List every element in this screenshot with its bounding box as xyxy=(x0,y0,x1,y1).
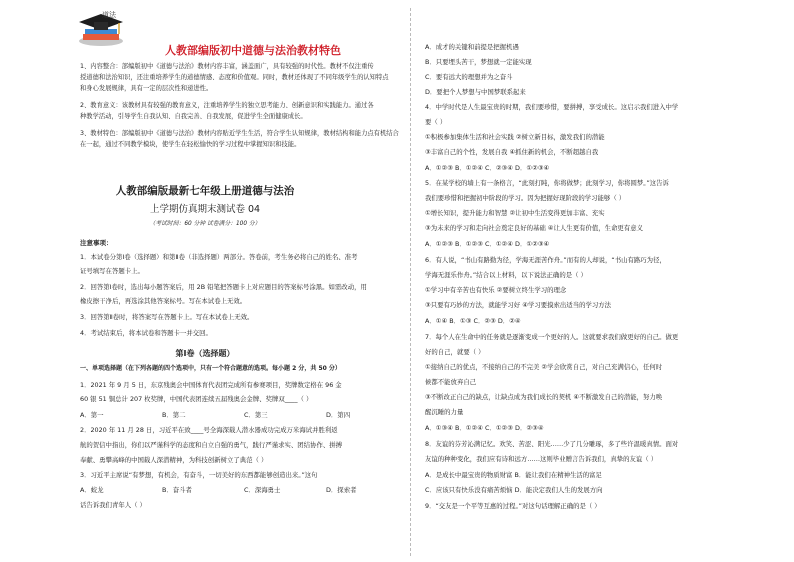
question-line: 醒沉睡的力量 xyxy=(425,408,464,416)
q2-options xyxy=(80,485,408,495)
question-line: A．是成长中最宝贵的物质财富 B．能让我们在精神生活的富足 xyxy=(425,471,602,479)
question-line: 学海无涯乐作舟。”结合以上材料，以下说法正确的是（ ） xyxy=(425,271,587,279)
question-line: ③只要有巧妙的方法，就能学习好 ④学习要摸索出适当的学习方法 xyxy=(425,301,612,309)
question-line: ①增长知识，提升能力和智慧 ②让初中生活变得更加丰富、充实 xyxy=(425,209,605,217)
question-line: 我们要珍惜和把握初中阶段的学习。因为把握好现阶段的学习能够（ ） xyxy=(425,194,626,202)
question-line: A．①②③ B．①②③ C．①②④ D．①②③④ xyxy=(425,240,550,248)
note-line: 1．本试卷分第Ⅰ卷（选择题）和第Ⅱ卷（非选择题）两部分。答卷前，考生务必将自己的姓名、准考 xyxy=(80,253,358,261)
exam-meta: （考试时间：60 分钟 试卷满分：100 分） xyxy=(149,221,261,227)
option: A．蛟龙 xyxy=(80,486,104,494)
question-line: 7．每个人在生命中的任务就是逐渐变成一个更好的人。这就要求我们做更好的自己。做更 xyxy=(425,333,679,341)
question-line: D．要把个人梦想与中国梦联系起来 xyxy=(425,88,526,96)
question-line: 候都不能放弃自己 xyxy=(425,378,477,386)
question-line: 3．习近平主席说“有梦想，有机会，有奋斗，一切美好的东西都能够创造出来。”这句 xyxy=(80,471,318,479)
feature-line: 2、教育意义：该教材具有较强的教育意义，注重培养学生的独立思考能力、创新意识和实践能力。通过各 xyxy=(80,102,374,109)
question-line: 8．友谊的芬芳沁满记忆。欢笑、苦涩、阳光……少了几分雕琢，多了些许温暖真情。面对 xyxy=(425,440,679,448)
note-line: 橡皮擦干净后，再选涂其他答案标号。写在本试卷上无效。 xyxy=(80,297,247,305)
exam-title: 人教部编版最新七年级上册道德与法治 xyxy=(115,185,295,197)
feature-line: 种教学活动，引导学生自我认知、自我完善、自我发展，促进学生全面健康成长。 xyxy=(80,113,307,120)
section-title: 第Ⅰ卷（选择题） xyxy=(175,349,235,358)
question-line: 话告诉我们青年人（ ） xyxy=(80,501,146,509)
question-line: ①积极参加集体生活和社会实践 ②树立新目标，激发我们的潜能 xyxy=(425,133,605,141)
question-line: A．①③④ B．①②④ C．①②③ D．②③④ xyxy=(425,424,544,432)
question-line: 9．“交友是一个平等互惠的过程。”对这句话理解正确的是（ ） xyxy=(425,502,601,510)
notes-heading: 注意事项： xyxy=(80,239,113,247)
question-line: C．应该只有快乐没有痛苦烦恼 D．能决定我们人生的发展方向 xyxy=(425,486,603,494)
question-line: 要（ ） xyxy=(425,118,447,126)
question-line: ③为未来的学习和走向社会奠定良好的基础 ④让人生更有价值，生命更有意义 xyxy=(425,224,643,232)
right-page-column xyxy=(410,0,794,562)
q1-options xyxy=(80,410,408,420)
question-line: ①学习中有辛苦也有快乐 ②要树立终生学习的理念 xyxy=(425,286,567,294)
question-line: A．成才的关键和前提是把握机遇 xyxy=(425,43,519,51)
question-line: B．只要埋头苦干，梦想就一定能实现 xyxy=(425,58,532,66)
question-line: ①接纳自己的优点，不接纳自己的不完美 ②学会欣赏自己，对自己充满信心，任何时 xyxy=(425,363,663,371)
question-line: C．要有远大的理想并为之奋斗 xyxy=(425,73,513,81)
question-line: A．①④ B．①③ C．②③ D．②④ xyxy=(425,317,521,325)
question-line: A．①②③ B．①②④ C．②③④ D．①②③④ xyxy=(425,164,550,172)
question-line: ③不断改正自己的缺点，让缺点成为我们成长的契机 ④不断激发自己的潜能，努力唤 xyxy=(425,393,663,401)
question-line: 友谊的种种变化，我们应有诗和远方……这则毕业赠言告诉我们，真挚的友谊（ ） xyxy=(425,455,658,463)
question-line: 航的贺信中指出，你们以严谨科学的态度和自立自强的勇气，践行严谨求实、团结协作、拼搏 xyxy=(80,441,343,449)
question-line: 1．2021 年 9 月 5 日，东京残奥会中国体育代表团完成所有参赛项目，奖牌数定格在 96 金 xyxy=(80,381,342,389)
question-line: 60 银 51 铜总计 207 枚奖牌，中国代表团连续五届残奥会金牌、奖牌双____（ ） xyxy=(80,395,313,403)
feature-banner-title: 人教部编版初中道德与法治教材特色 xyxy=(165,44,341,57)
feature-line: 3、教材特色：部编版初中《道德与法治》教材内容贴近学生生活，符合学生认知规律，教材结构和能力点有机结合 xyxy=(80,130,399,137)
note-line: 证号填写在答题卡上。 xyxy=(80,267,144,275)
section-instructions: 一、单项选择题（在下列各题的四个选项中，只有一个符合题意的选项。每小题 2 分，共 50 分） xyxy=(80,365,341,372)
note-line: 3．回答第Ⅱ卷时，将答案写在答题卡上。写在本试卷上无效。 xyxy=(80,313,254,321)
question-line: ③丰富自己的个性，发展自我 ④抓住新的机会，不断超越自我 xyxy=(425,148,599,156)
option: D．探索者 xyxy=(326,486,357,494)
question-line: 5．在某学校的墙上有一条格言，“此刻打盹，你将做梦；此刻学习，你将圆梦。”这告诉 xyxy=(425,179,669,187)
question-line: 奉献、勇攀高峰的中国载人深潜精神，为科技创新树立了典范（ ） xyxy=(80,456,268,464)
question-line: 6．有人说，“书山有路勤为径，学海无涯苦作舟。”而有的人却说，“书山有路巧为径， xyxy=(425,256,666,264)
option: C．第三 xyxy=(244,411,268,419)
question-line: 4．中学时代是人生最宝贵的时期，我们要珍惜，要拼搏，享受成长。这启示我们进入中学 xyxy=(425,103,679,111)
feature-line: 在一起，通过不同教学模块，使学生在轻松愉快的学习过程中掌握知识和技能。 xyxy=(80,141,301,148)
note-line: 2．回答第Ⅰ卷时，选出每小题答案后，用 2B 铅笔把答题卡上对应题目的答案标号涂黑。如需改动，用 xyxy=(80,283,367,291)
exam-subtitle: 上学期仿真期末测试卷 04 xyxy=(149,204,261,215)
question-line: 2．2020 年 11 月 28 日，习近平在致____号全海深载人潜水器成功完成万米海试并胜利返 xyxy=(80,426,338,434)
feature-line: 1、内容整合：部编版初中《道德与法治》教材内容丰富，涵盖面广，具有较强的时代性。教材不仅注重传 xyxy=(80,63,374,70)
note-line: 4．考试结束后，将本试卷和答题卡一并交回。 xyxy=(80,329,212,337)
option: B．奋斗者 xyxy=(162,486,192,494)
feature-line: 和身心发展规律，具有一定的层次性和递进性。 xyxy=(80,85,213,92)
question-line: 好的自己，就要（ ） xyxy=(425,348,485,356)
feature-line: 授道德和法治知识，还注重培养学生的道德情感、态度和价值观。同时，教材还体现了不同年级学生的认知特点 xyxy=(80,74,389,81)
option: A．第一 xyxy=(80,411,104,419)
logo-text: 道法 xyxy=(102,11,116,19)
option: D．第四 xyxy=(326,411,351,419)
option: C．深海勇士 xyxy=(244,486,281,494)
option: B．第二 xyxy=(162,411,186,419)
